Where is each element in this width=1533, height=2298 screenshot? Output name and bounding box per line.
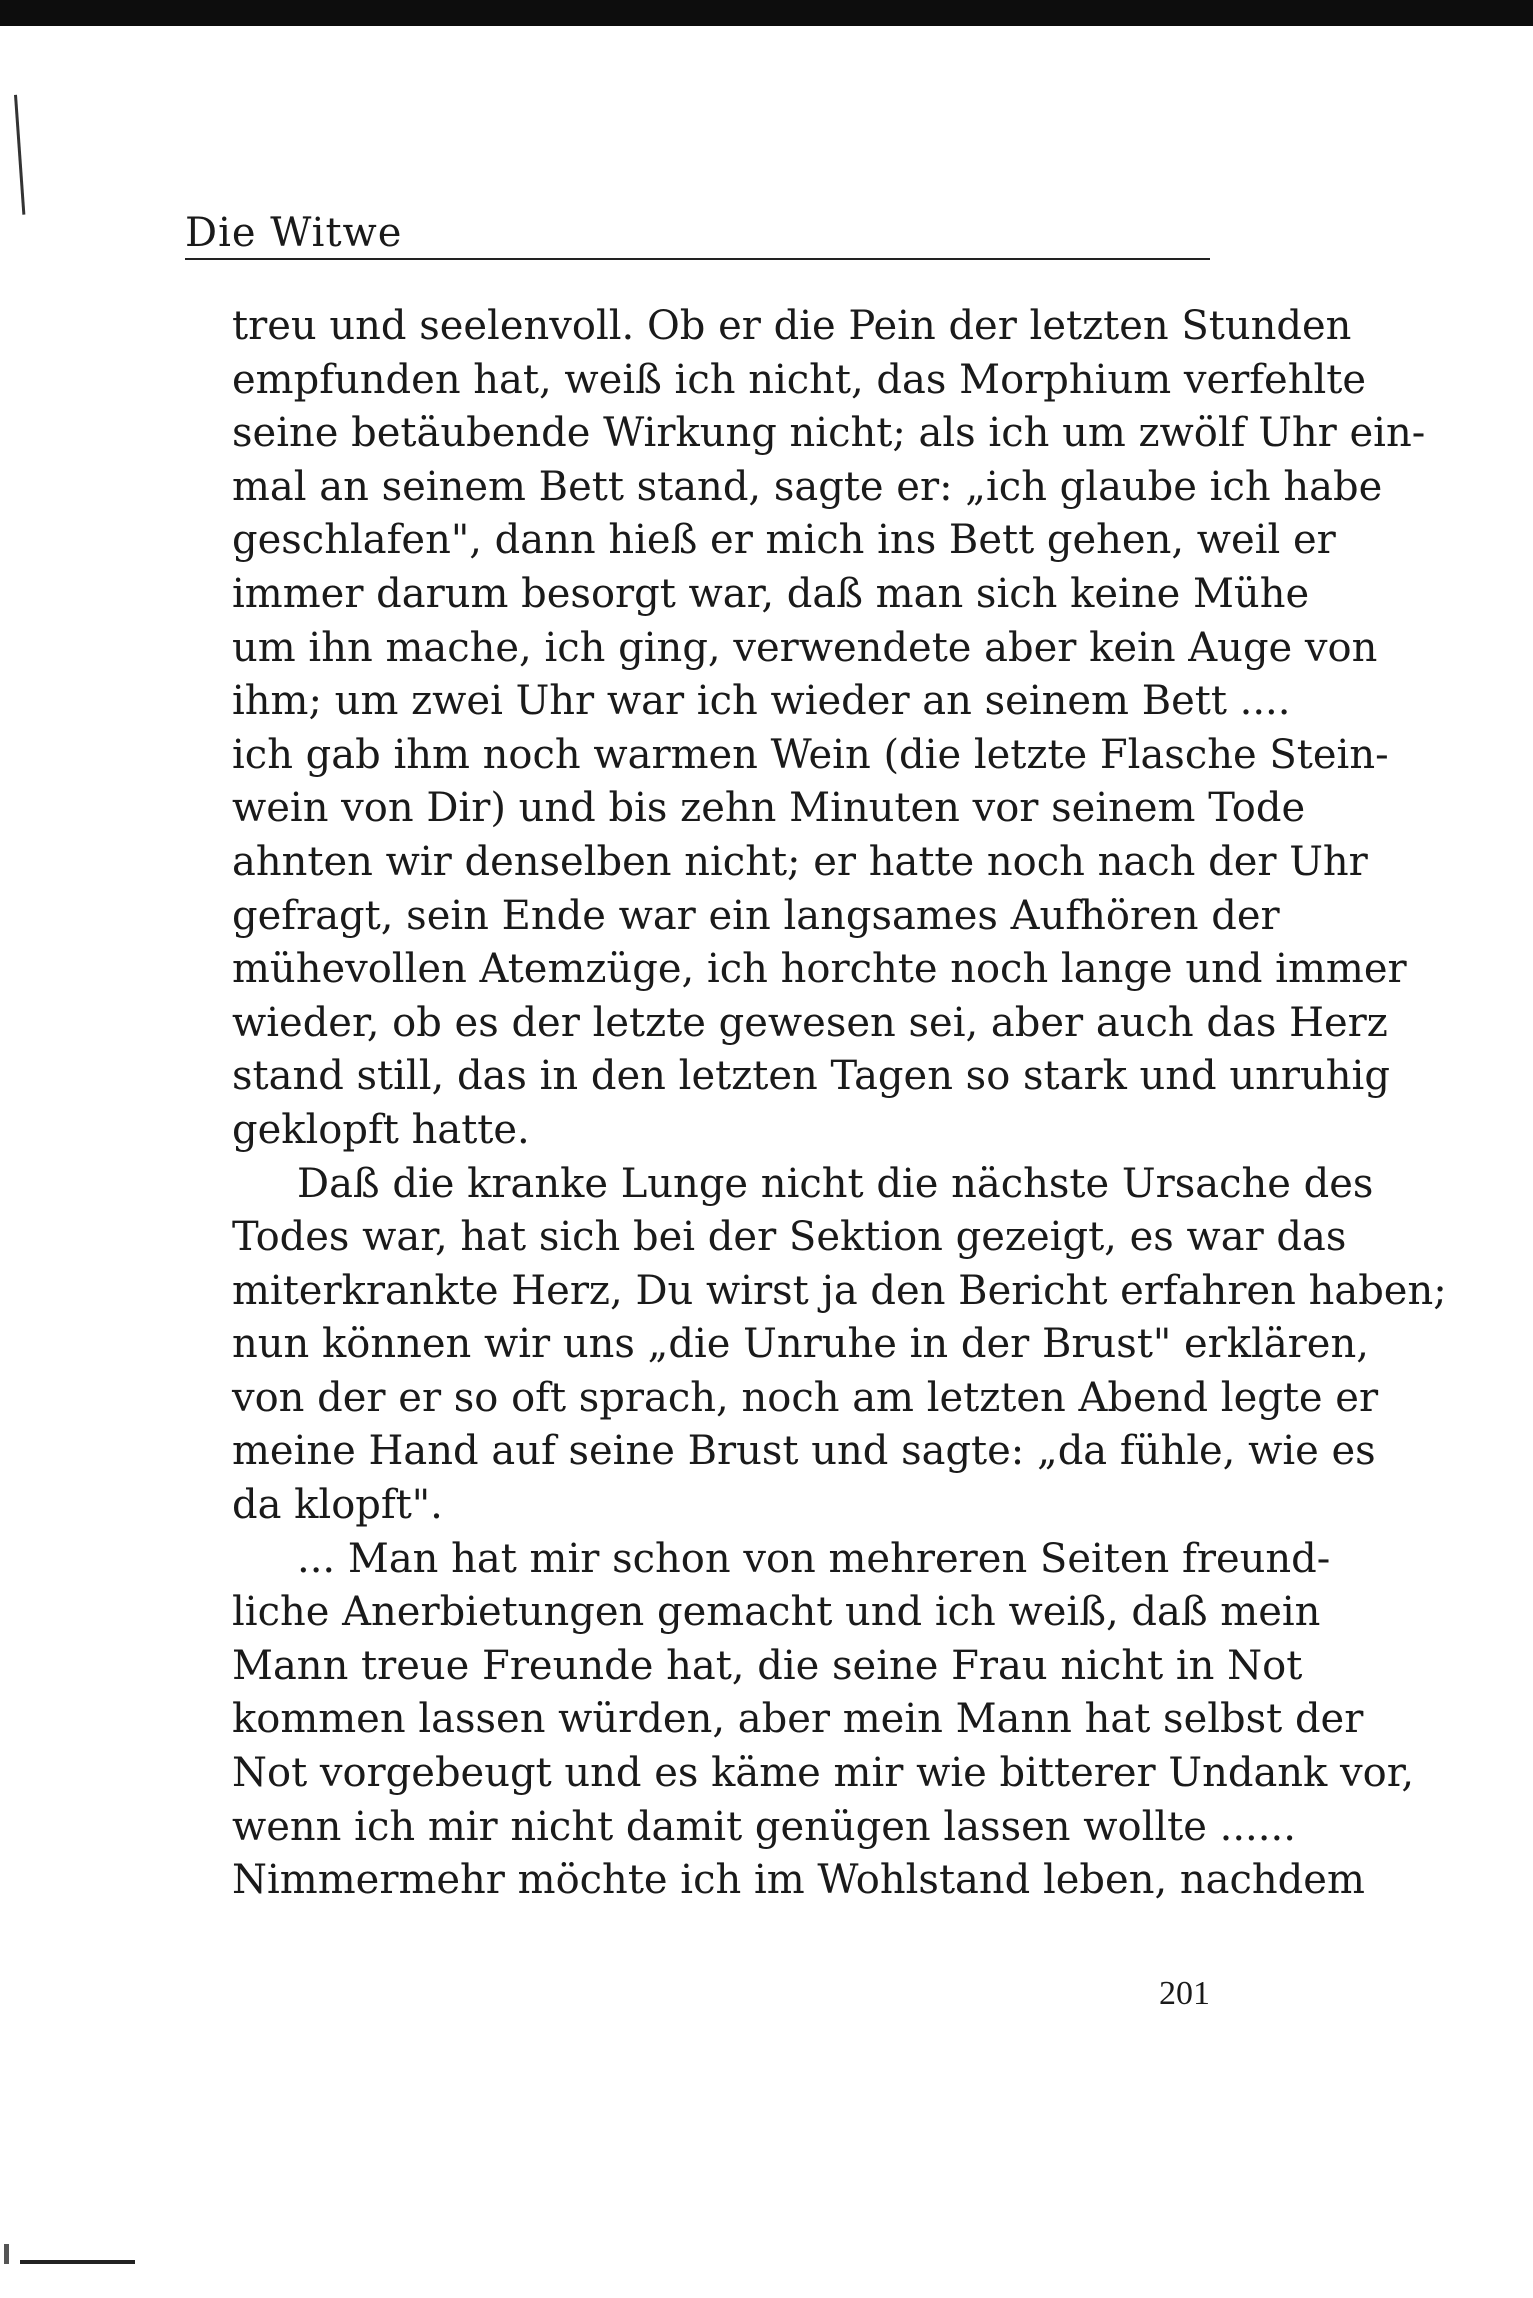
text-line-26: Mann treue Freunde hat, die seine Frau nicht in Not (232, 1642, 1303, 1689)
text-line-19: miterkrankte Herz, Du wirst ja den Bericht erfahren haben; (232, 1267, 1447, 1314)
text-line-13: mühevollen Atemzüge, ich horchte noch lange und immer (232, 946, 1407, 993)
scan-bottom-mark (0, 2240, 140, 2266)
text-line-14: wieder, ob es der letzte gewesen sei, aber auch das Herz (232, 999, 1388, 1046)
text-line-4: mal an seinem Bett stand, sagte er: „ich glaube ich habe (232, 463, 1383, 510)
text-line-2: empfunden hat, weiß ich nicht, das Morphium verfehlte (232, 356, 1367, 403)
text-line-5: geschlafen", dann hieß er mich ins Bett gehen, weil er (232, 517, 1336, 564)
text-line-1: treu und seelenvoll. Ob er die Pein der letzten Stunden (232, 303, 1352, 349)
text-line-22: meine Hand auf seine Brust und sagte: „da fühle, wie es (232, 1428, 1376, 1475)
text-line-30: Nimmermehr möchte ich im Wohlstand leben, nachdem (232, 1857, 1365, 1904)
text-line-15: stand still, das in den letzten Tagen so stark und unruhig (232, 1053, 1390, 1100)
header-rule (185, 258, 1210, 260)
text-line-24: ... Man hat mir schon von mehreren Seiten freund- (297, 1535, 1331, 1582)
text-line-25: liche Anerbietungen gemacht und ich weiß, daß mein (232, 1589, 1321, 1636)
scan-bottom-stub (4, 2244, 9, 2264)
text-line-28: Not vorgebeugt und es käme mir wie bitterer Undank vor, (232, 1750, 1415, 1797)
body-text (232, 300, 1447, 1908)
scan-margin-mark (14, 95, 25, 215)
text-line-8: ihm; um zwei Uhr war ich wieder an seinem Bett .... (232, 678, 1291, 725)
running-header: Die Witwe (185, 210, 403, 256)
text-line-23: da klopft". (232, 1482, 443, 1529)
text-line-6: immer darum besorgt war, daß man sich keine Mühe (232, 570, 1310, 617)
text-line-11: ahnten wir denselben nicht; er hatte noch nach der Uhr (232, 838, 1368, 885)
text-line-7: um ihn mache, ich ging, verwendete aber kein Auge von (232, 624, 1378, 671)
page-number: 201 (1159, 1975, 1210, 2012)
text-line-12: gefragt, sein Ende war ein langsames Aufhören der (232, 892, 1280, 939)
scan-top-border (0, 0, 1533, 26)
text-line-9: ich gab ihm noch warmen Wein (die letzte Flasche Stein- (232, 731, 1389, 778)
text-line-29: wenn ich mir nicht damit genügen lassen wollte ...... (232, 1803, 1296, 1850)
text-line-20: nun können wir uns „die Unruhe in der Brust" erklären, (232, 1321, 1369, 1368)
text-line-16: geklopft hatte. (232, 1106, 530, 1153)
text-line-10: wein von Dir) und bis zehn Minuten vor seinem Tode (232, 785, 1306, 832)
text-line-27: kommen lassen würden, aber mein Mann hat selbst der (232, 1696, 1364, 1743)
scan-bottom-line (20, 2260, 135, 2264)
text-line-17: Daß die kranke Lunge nicht die nächste Ursache des (297, 1160, 1374, 1207)
text-line-3: seine betäubende Wirkung nicht; als ich um zwölf Uhr ein- (232, 410, 1426, 457)
text-line-18: Todes war, hat sich bei der Sektion gezeigt, es war das (232, 1214, 1347, 1261)
text-line-21: von der er so oft sprach, noch am letzten Abend legte er (232, 1374, 1379, 1421)
